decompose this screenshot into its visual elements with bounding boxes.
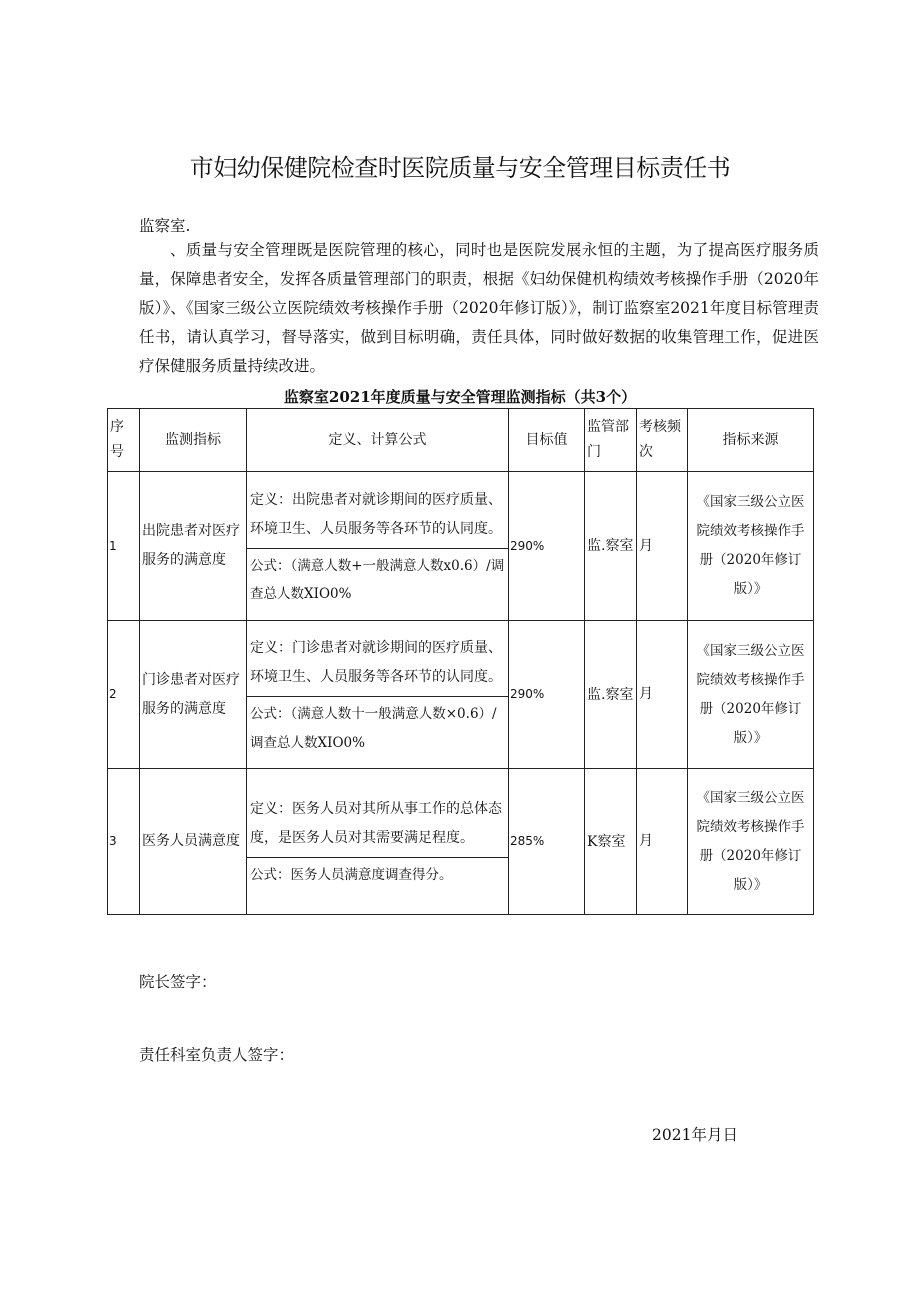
row-source: 《国家三级公立医院绩效考核操作手册（2020年修订版）》: [688, 621, 814, 769]
row-seq: 1: [108, 472, 140, 621]
row-seq: 3: [108, 769, 140, 915]
metrics-table: [107, 408, 814, 915]
header-definition: 定义、计算公式: [247, 409, 509, 472]
row-definition: 定义：医务人员对其所从事工作的总体态度，是医务人员对其需要满足程度。: [247, 791, 508, 858]
addressee: 监察室.: [139, 217, 191, 235]
row-frequency: 月: [637, 621, 688, 769]
row-definition-cell: [247, 472, 509, 621]
row-dept: 监.察室: [585, 472, 637, 621]
row-metric: 门诊患者对医疗服务的满意度: [140, 621, 247, 769]
header-dept: 监管部门: [585, 409, 637, 472]
row-definition: 定义：门诊患者对就诊期间的医疗质量、环境卫生、人员服务等各环节的认同度。: [247, 630, 508, 697]
row-metric: 医务人员满意度: [140, 769, 247, 915]
row-source: 《国家三级公立医院绩效考核操作手册（2020年修订版）》: [688, 769, 814, 915]
row-target: 290%: [509, 621, 585, 769]
row-formula: 公式：医务人员满意度调查得分。: [250, 867, 453, 884]
row-definition-cell: [247, 769, 509, 915]
intro-paragraph: 、质量与安全管理既是医院管理的核心，同时也是医院发展永恒的主题，为了提高医疗服务质量，保障患者安全，发挥各质量管理部门的职责，根据《妇幼保健机构绩效考核操作手册（2020年版）》、《国家三级公立医院绩效考核操作手册（2020年修订版）》，制订监察室2021年度目标管理责任书，请认真学习，督导落实，做到目标明确，责任具体，同时做好数据的收集管理工作，促进医疗保健服务质量持续改进。: [139, 241, 819, 375]
row-target: 290%: [509, 472, 585, 621]
header-frequency: 考核频次: [637, 409, 688, 472]
header-target: 目标值: [509, 409, 585, 472]
table-row: [108, 769, 814, 915]
row-definition: 定义：出院患者对就诊期间的医疗质量、环境卫生、人员服务等各环节的认同度。: [247, 482, 508, 549]
table-row: [108, 621, 814, 769]
row-dept: 监.察室: [585, 621, 637, 769]
row-frequency: 月: [637, 472, 688, 621]
director-signature-label: 院长签字：: [139, 973, 217, 991]
table-caption: 监察室2021年度质量与安全管理监测指标（共3个）: [283, 388, 637, 406]
row-seq: 2: [108, 621, 140, 769]
row-metric: 出院患者对医疗服务的满意度: [140, 472, 247, 621]
department-head-signature-label: 责任科室负责人签字：: [139, 1046, 295, 1064]
table-row: [108, 472, 814, 621]
row-target: 285%: [509, 769, 585, 915]
table-header-row: [108, 409, 814, 472]
signature-date: 2021年月日: [652, 1126, 738, 1144]
row-formula: 公式：（满意人数+一般满意人数x0.6）/调查总人数XIO0%: [250, 557, 505, 602]
row-formula: 公式：（满意人数十一般满意人数×0.6）/调查总人数XIO0%: [250, 706, 497, 751]
row-frequency: 月: [637, 769, 688, 915]
header-seq: 序号: [108, 409, 140, 472]
row-dept: K察室: [585, 769, 637, 915]
row-source: 《国家三级公立医院绩效考核操作手册（2020年修订版）》: [688, 472, 814, 621]
header-metric: 监测指标: [140, 409, 247, 472]
row-definition-cell: [247, 621, 509, 769]
document-title: 市妇幼保健院检查时医院质量与安全管理目标责任书: [189, 154, 731, 182]
header-source: 指标来源: [688, 409, 814, 472]
